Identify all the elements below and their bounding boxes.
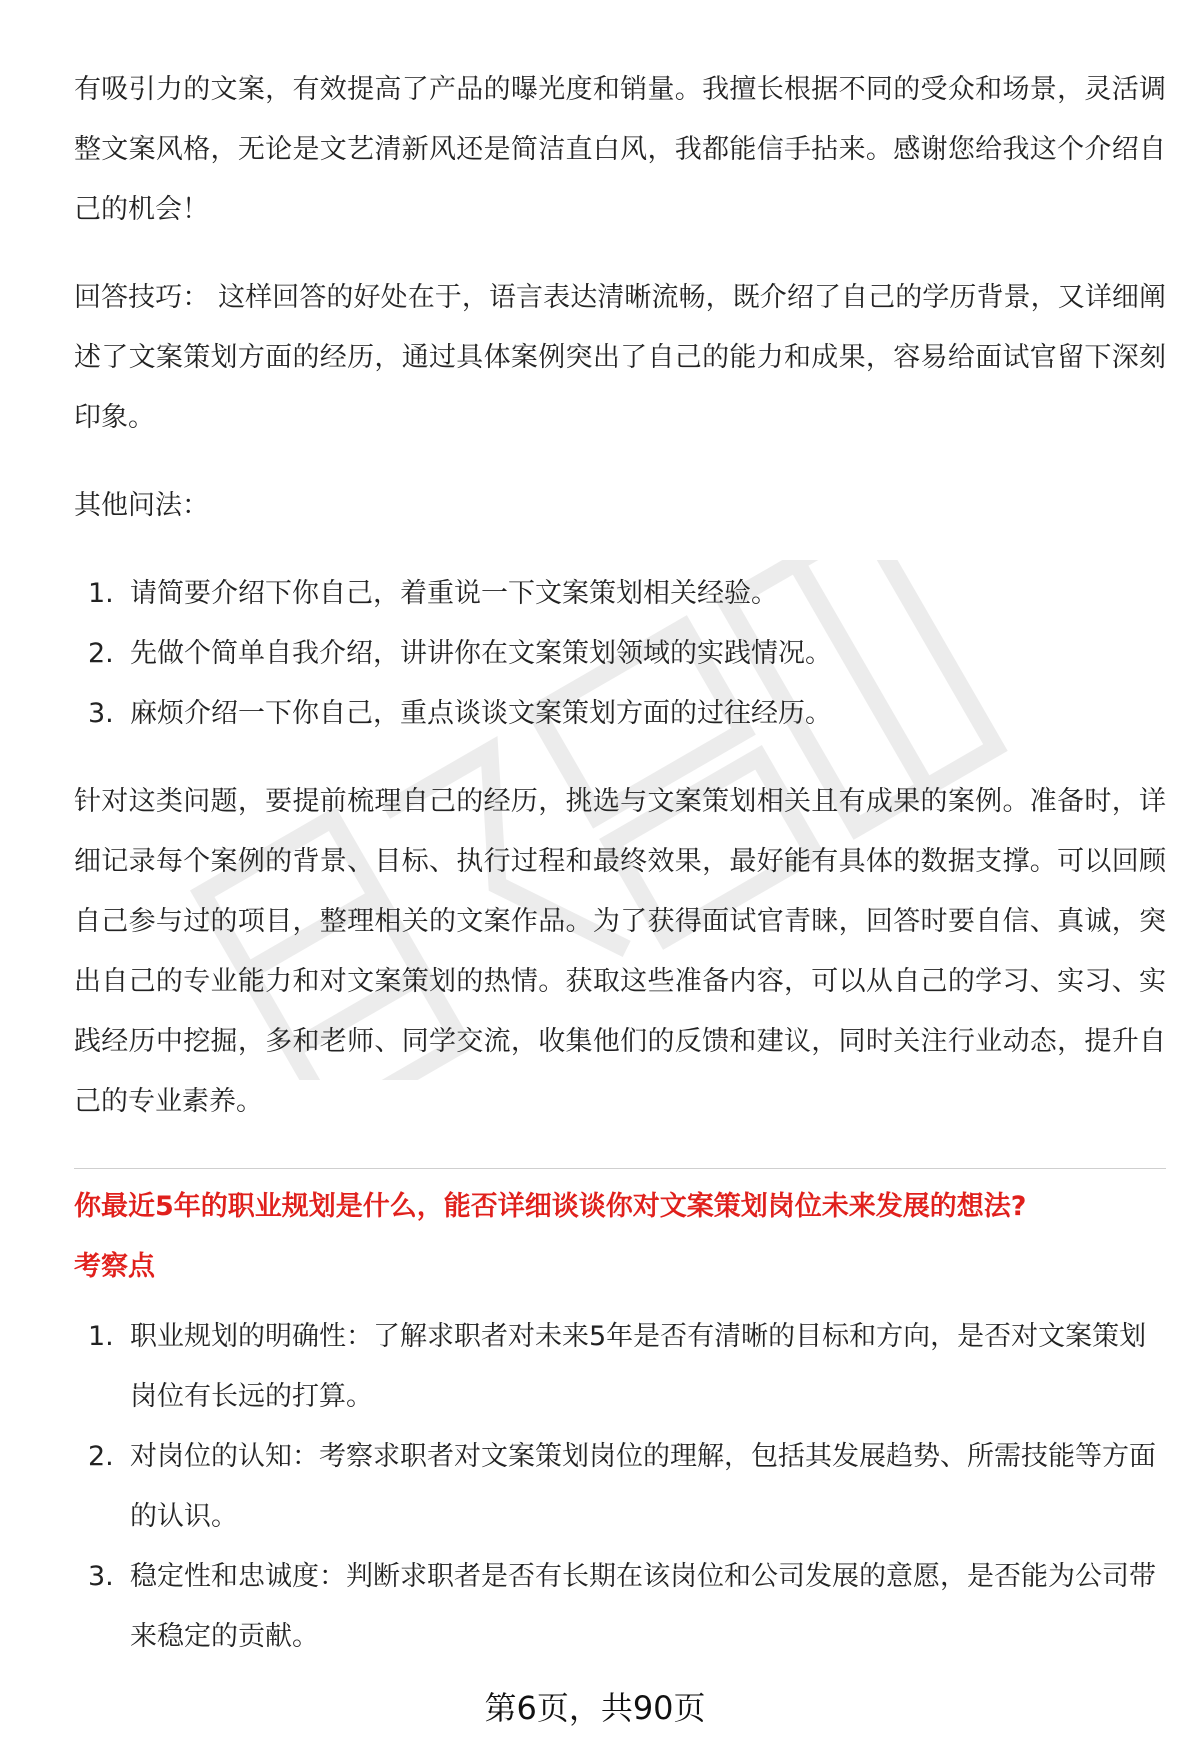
list-item-text: 对岗位的认知：考察求职者对文案策划岗位的理解，包括其发展趋势、所需技能等方面的认识。 <box>130 1441 1156 1532</box>
list-item-number: 3. <box>88 1561 114 1592</box>
page-number-footer: 第6页，共90页 <box>484 1689 706 1727</box>
list-item <box>74 1307 1166 1427</box>
other-questions-list <box>74 564 1166 744</box>
list-item <box>74 564 1166 624</box>
other-questions-label: 其他问法： <box>74 490 209 521</box>
list-item <box>74 624 1166 684</box>
list-item-number: 2. <box>88 1441 114 1472</box>
paragraph-answer-tip: 回答技巧： 这样回答的好处在于，语言表达清晰流畅，既介绍了自己的学历背景，又详细阐述了文案策划方面的经历，通过具体案例突出了自己的能力和成果，容易给面试官留下深刻印象。 <box>74 282 1166 433</box>
paragraph-preparation: 针对这类问题，要提前梳理自己的经历，挑选与文案策划相关且有成果的案例。准备时，详细记录每个案例的背景、目标、执行过程和最终效果，最好能有具体的数据支撑。可以回顾自己参与过的项目，整理相关的文案作品。为了获得面试官青睐，回答时要自信、真诚，突出自己的专业能力和对文案策划的热情。获取这些准备内容，可以从自己的学习、实习、实践经历中挖掘，多和老师、同学交流，收集他们的反馈和建议，同时关注行业动态，提升自己的专业素养。 <box>74 786 1166 1117</box>
document-page <box>74 60 1166 1667</box>
paragraph-intro-end: 有吸引力的文案，有效提高了产品的曝光度和销量。我擅长根据不同的受众和场景，灵活调整文案风格，无论是文艺清新风还是简洁直白风，我都能信手拈来。感谢您给我这个介绍自己的机会！ <box>74 74 1166 225</box>
list-item-number: 1. <box>88 578 114 609</box>
list-item-number: 1. <box>88 1321 114 1352</box>
list-item-text: 请简要介绍下你自己，着重说一下文案策划相关经验。 <box>130 578 778 609</box>
list-item-number: 2. <box>88 638 114 669</box>
list-item <box>74 684 1166 744</box>
list-item <box>74 1427 1166 1547</box>
list-item-text: 先做个简单自我介绍，讲讲你在文案策划领域的实践情况。 <box>130 638 832 669</box>
question-title: 你最近5年的职业规划是什么，能否详细谈谈你对文案策划岗位未来发展的想法? <box>74 1191 1027 1222</box>
list-item <box>74 1547 1166 1667</box>
points-heading: 考察点 <box>74 1251 155 1282</box>
list-item-text: 稳定性和忠诚度：判断求职者是否有长期在该岗位和公司发展的意愿，是否能为公司带来稳定的贡献。 <box>130 1561 1156 1652</box>
list-item-text: 职业规划的明确性：了解求职者对未来5年是否有清晰的目标和方向，是否对文案策划岗位有长远的打算。 <box>130 1321 1147 1412</box>
list-item-number: 3. <box>88 698 114 729</box>
list-item-text: 麻烦介绍一下你自己，重点谈谈文案策划方面的过往经历。 <box>130 698 832 729</box>
assessment-points-list <box>74 1307 1166 1667</box>
